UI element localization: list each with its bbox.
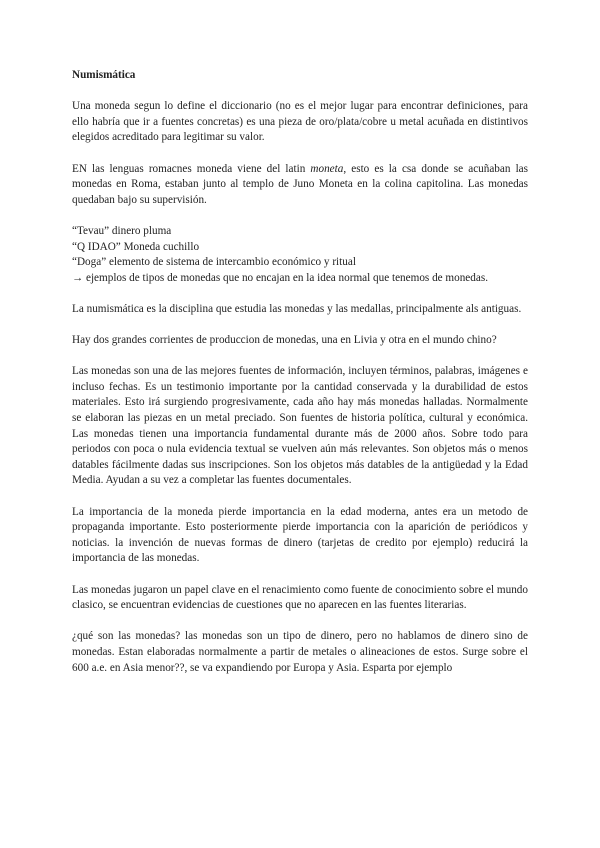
list-item: “Q IDAO” Moneda cuchillo [72,240,200,253]
paragraph-what-are-coins: ¿qué son las monedas? las monedas son un tipo de dinero, pero no hablamos de dinero sino de monedas. Estan elaboradas normalmente a partir de metales o alineaciones de estos. Surge sobre el 600 a.e. en Asia menor??, se va expandiendo por Europa y Asia. Esparta por ejemplo [72,630,528,674]
paragraph-renaissance: Las monedas jugaron un papel clave en el renacimiento como fuente de conocimiento sobre el mundo clasico, se encuentran evidencias de cuestiones que no aparecen en las fuentes literarias. [72,583,528,612]
paragraph-definition: Una moneda segun lo define el diccionario (no es el mejor lugar para encontrar definiciones, para ello habría que ir a fuentes concretas) es una pieza de oro/plata/cobre u metal acuñada en distintivos elegidos acreditado para legitimar su valor. [72,100,528,144]
etymology-text-after: , esto es la csa donde se acuñaban las monedas en Roma, estaban junto al templo de Juno Moneta en la colina capitolina. Las monedas quedaban bajo su supervisión. [72,162,528,206]
paragraph-numismatics: La numismática es la disciplina que estudia las monedas y las medallas, principalmente als antiguas. [72,302,522,315]
document-title: Numismática [72,69,136,81]
paragraph-modern-age: La importancia de la moneda pierde importancia en la edad moderna, antes era un metodo de propaganda importante. Esto posteriormente pierde importancia con la aparición de periódicos y noticias. la invención de nuevas formas de dinero (tarjetas de credito por ejemplo) reducirá la importancia de las monedas. [72,505,528,565]
paragraph-information-source: Las monedas son una de las mejores fuentes de información, incluyen términos, palabras, imágenes e incluso fechas. Es un testimonio importante por la cantidad conservada y la durabilidad de estos materiales. Esto irá surgiendo progresivamente, cada año hay más monedas halladas. Normalmente se elaboran las piezas en un metal preciado. Son fuentes de historia política, cultural y económica. Las monedas tienen una importancia fundamental durante más de 2000 años. Sobre todo para periodos con poca o nula evidencia textual se vuelven aún más relevantes. Son objetos más o menos datables fácilmente dadas sus inscripciones. Son los objetos más datables de la antigüedad y la Edad Media. Ayudan a su vez a completar las fuentes documentales. [72,365,528,487]
etymology-latin-term: moneta [310,162,344,175]
list-item: “Tevau” dinero pluma [72,224,172,237]
document-page [72,68,528,676]
list-item: → ejemplos de tipos de monedas que no encajan en la idea normal que tenemos de monedas. [72,271,488,284]
paragraph-etymology [72,162,528,209]
etymology-text-before: EN las lenguas romacnes moneda viene del latin [72,162,311,175]
paragraph-production-currents: Hay dos grandes corrientes de produccion de monedas, una en Livia y otra en el mundo chino? [72,334,497,347]
list-item: “Doga” elemento de sistema de intercambio económico y ritual [72,256,356,269]
examples-list [72,224,528,286]
